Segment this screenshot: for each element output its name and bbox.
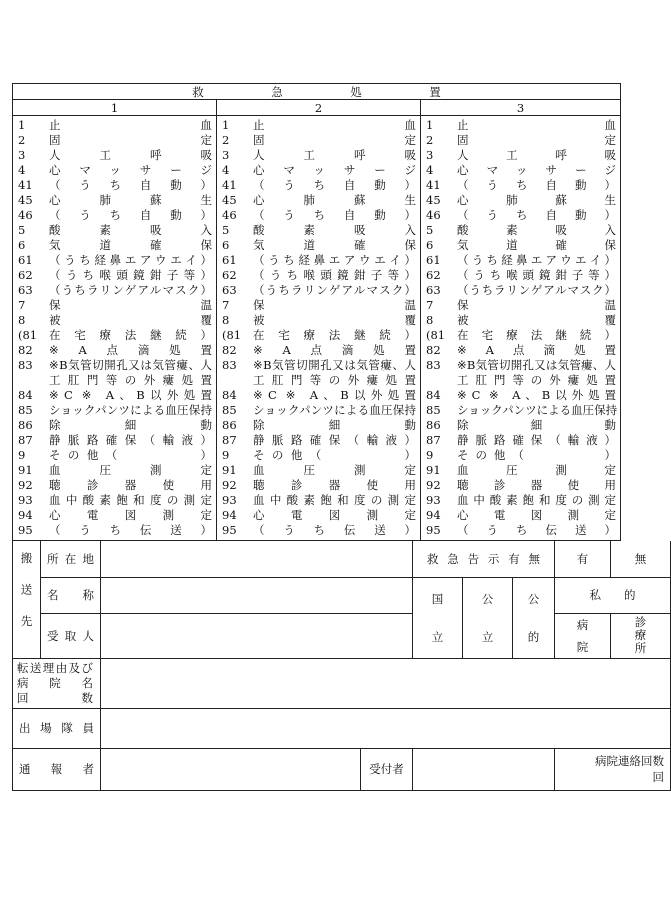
- treatment-item-label: 血圧測定: [49, 463, 212, 477]
- emergency-notice-label: 救急告示有無: [413, 541, 555, 577]
- first-aid-form: [12, 83, 665, 791]
- treatment-item-number: 84: [18, 388, 33, 402]
- clinic-option[interactable]: 診療所: [611, 613, 671, 658]
- treatment-item-number: 46: [222, 208, 237, 222]
- treatment-item-label: 在宅療法継続）: [457, 328, 617, 342]
- treatment-item[interactable]: [426, 388, 616, 403]
- treatment-item-label: 血中酸素飽和度の測定: [457, 493, 617, 507]
- treatment-item[interactable]: [18, 328, 212, 343]
- treatment-item[interactable]: [426, 508, 616, 523]
- item-column-1: [13, 116, 217, 541]
- treatment-item-label: 人工呼吸: [457, 148, 617, 162]
- treatment-item-number: 45: [222, 193, 237, 207]
- treatment-item-number: 61: [18, 253, 33, 267]
- treatment-item-label: 静脈路確保（輸液）: [49, 433, 212, 447]
- transfer-reason-label: [13, 658, 101, 708]
- treatment-item-label: その他（ ）: [253, 448, 416, 462]
- treatment-item-label: 聴診器使用: [49, 478, 212, 492]
- treatment-item-label: ※B気管切開孔又は気管瘻、人工肛門等の外瘻処置: [49, 358, 212, 387]
- treatment-item-label: ショックパンツによる血圧保持: [457, 403, 618, 417]
- treatment-item[interactable]: [222, 523, 416, 538]
- treatment-item[interactable]: [426, 343, 616, 358]
- treatment-item-number: 83: [18, 358, 33, 372]
- column-header-2: 2: [217, 100, 421, 116]
- treatment-item-label: （うち経鼻エアウエイ）: [253, 253, 416, 267]
- treatment-item[interactable]: [18, 223, 212, 238]
- treatment-item-number: 92: [426, 478, 441, 492]
- treatment-item-number: 41: [222, 178, 237, 192]
- treatment-item-number: 9: [222, 448, 230, 462]
- treatment-item-number: 93: [222, 493, 237, 507]
- treatment-item-label: 血中酸素飽和度の測定: [49, 493, 212, 507]
- treatment-item-label: ※C ※ A、B以外処置: [253, 388, 416, 402]
- treatment-item-label: ※C ※ A、B以外処置: [457, 388, 617, 402]
- treatment-item-label: （うち自動）: [49, 208, 212, 222]
- treatment-item[interactable]: [222, 163, 416, 178]
- treatment-item[interactable]: [426, 523, 616, 538]
- treatment-item-label: ※B気管切開孔又は気管瘻、人工肛門等の外瘻処置: [457, 358, 617, 387]
- treatment-item-number: 6: [222, 238, 230, 252]
- treatment-item-number: 4: [18, 163, 26, 177]
- treatment-item[interactable]: [18, 253, 212, 268]
- treatment-item-number: 3: [222, 148, 230, 162]
- treatment-item-label: （うち経鼻エアウエイ）: [457, 253, 617, 267]
- treatment-item[interactable]: [426, 238, 616, 253]
- treatment-item-number: (81: [426, 328, 446, 342]
- receptionist-label: 受付者: [361, 748, 413, 790]
- treatment-item-label: 気道確保: [457, 238, 617, 252]
- treatment-item-label: （うち喉頭鏡鉗子等）: [49, 268, 212, 282]
- treatment-item-number: 5: [222, 223, 230, 237]
- treatment-item-label: （うち喉頭鏡鉗子等）: [457, 268, 617, 282]
- treatment-item-number: 87: [18, 433, 33, 447]
- reporter-field[interactable]: [101, 748, 361, 790]
- treatment-item-label: 血圧測定: [253, 463, 416, 477]
- treatment-item-number: 91: [222, 463, 237, 477]
- treatment-item-number: 82: [222, 343, 237, 357]
- form-title: 救 急 処 置: [13, 84, 621, 100]
- treatment-item[interactable]: [18, 118, 212, 133]
- treatment-item[interactable]: [222, 283, 416, 298]
- treatment-item[interactable]: [222, 268, 416, 283]
- treatment-item[interactable]: [18, 298, 212, 313]
- treatment-item[interactable]: [426, 328, 616, 343]
- treatment-item[interactable]: [222, 433, 416, 448]
- treatment-item[interactable]: [426, 208, 616, 223]
- treatment-item[interactable]: [222, 178, 416, 193]
- column-header-1: 1: [13, 100, 217, 116]
- treatment-item-label: 気道確保: [49, 238, 212, 252]
- treatment-item[interactable]: [426, 433, 616, 448]
- treatment-item-label: 保温: [457, 298, 617, 312]
- treatment-item[interactable]: [426, 253, 616, 268]
- receiver-field[interactable]: [101, 613, 413, 658]
- treatment-item-label: 人工呼吸: [253, 148, 416, 162]
- treatment-item[interactable]: [222, 493, 416, 508]
- treatment-item-number: 62: [18, 268, 33, 282]
- treatment-item-label: ショックパンツによる血圧保持: [49, 403, 212, 417]
- treatment-item-number: 46: [18, 208, 33, 222]
- treatment-item-label: （うち自動）: [253, 208, 416, 222]
- treatment-item[interactable]: [18, 313, 212, 328]
- treatment-item[interactable]: [222, 328, 416, 343]
- treatment-item-number: 84: [222, 388, 237, 402]
- treatment-item[interactable]: [18, 208, 212, 223]
- treatment-item-label: 固定: [457, 133, 617, 147]
- treatment-item-label: 被覆: [457, 313, 617, 327]
- treatment-item[interactable]: [18, 238, 212, 253]
- treatment-item[interactable]: [222, 388, 416, 403]
- treatment-item-number: 95: [426, 523, 441, 537]
- treatment-item[interactable]: [426, 163, 616, 178]
- treatment-item-label: 被覆: [253, 313, 416, 327]
- treatment-item-label: 心肺蘇生: [49, 193, 212, 207]
- receptionist-field[interactable]: [413, 748, 555, 790]
- treatment-item-label: 心電図測定: [253, 508, 416, 522]
- treatment-item[interactable]: [18, 403, 212, 418]
- treatment-item-label: （うち伝送）: [253, 523, 416, 537]
- treatment-item-number: 93: [18, 493, 33, 507]
- treatment-item[interactable]: [18, 268, 212, 283]
- treatment-item[interactable]: [222, 418, 416, 433]
- treatment-item-number: 61: [222, 253, 237, 267]
- treatment-item[interactable]: [222, 478, 416, 493]
- treatment-item-number: 3: [426, 148, 434, 162]
- treatment-item-label: （うち伝送）: [49, 523, 212, 537]
- treatment-item-number: 9: [18, 448, 26, 462]
- treatment-item-label: 除細動: [457, 418, 617, 432]
- treatment-item-label: その他（ ）: [457, 448, 617, 462]
- treatment-item[interactable]: [18, 388, 212, 403]
- treatment-item[interactable]: [18, 523, 212, 538]
- treatment-item-number: 2: [18, 133, 26, 147]
- treatment-item-label: ※B気管切開孔又は気管瘻、人工肛門等の外瘻処置: [253, 358, 416, 387]
- transport-table: [12, 541, 671, 791]
- treatment-item-label: ※A点滴処置: [253, 343, 416, 357]
- treatment-item-label: （うちラリンゲアルマスク）: [457, 283, 617, 297]
- treatment-item-number: 6: [18, 238, 26, 252]
- treatment-item-label: 心電図測定: [457, 508, 617, 522]
- treatment-item-number: 7: [426, 298, 434, 312]
- treatment-item-number: 63: [222, 283, 237, 297]
- treatment-item-number: 87: [222, 433, 237, 447]
- item-column-2: [217, 116, 421, 541]
- treatment-item-label: （うち伝送）: [457, 523, 617, 537]
- treatment-item-number: 41: [426, 178, 441, 192]
- treatment-item-number: 9: [426, 448, 434, 462]
- treatment-item[interactable]: [222, 148, 416, 163]
- treatment-item-label: 止血: [457, 118, 617, 132]
- treatment-item[interactable]: [426, 313, 616, 328]
- treatment-item-number: 82: [426, 343, 441, 357]
- treatment-item-label: 心マッサージ: [457, 163, 617, 177]
- treatment-item-number: 62: [426, 268, 441, 282]
- transport-destination-label: [13, 541, 41, 658]
- treatment-item-label: （うち自動）: [457, 208, 617, 222]
- treatment-item-label: 在宅療法継続）: [49, 328, 212, 342]
- treatment-item-label: （うち自動）: [457, 178, 617, 192]
- treatment-item[interactable]: [426, 193, 616, 208]
- treatment-item-label: 固定: [49, 133, 212, 147]
- treatment-item[interactable]: [18, 283, 212, 298]
- public-option[interactable]: 公 立: [463, 577, 513, 658]
- treatment-item[interactable]: [18, 193, 212, 208]
- notice-yes-option[interactable]: 有: [555, 541, 611, 577]
- treatment-item[interactable]: [426, 493, 616, 508]
- treatment-item[interactable]: [426, 463, 616, 478]
- treatment-item-number: 7: [18, 298, 26, 312]
- treatment-item-number: 87: [426, 433, 441, 447]
- treatment-item-number: (81: [222, 328, 242, 342]
- treatment-item-label: 気道確保: [253, 238, 416, 252]
- name-label: 名称: [41, 577, 101, 613]
- treatment-item-number: 63: [18, 283, 33, 297]
- treatment-item-label: 被覆: [49, 313, 212, 327]
- treatment-item[interactable]: [426, 403, 616, 418]
- treatment-item[interactable]: [18, 178, 212, 193]
- treatment-item-number: 2: [222, 133, 230, 147]
- treatment-item-label: 保温: [49, 298, 212, 312]
- treatment-item-label: 心肺蘇生: [253, 193, 416, 207]
- team-label: 出場隊員: [13, 708, 101, 748]
- location-label: 所在地: [41, 541, 101, 577]
- treatment-item[interactable]: [18, 133, 212, 148]
- treatment-item-label: 心肺蘇生: [457, 193, 617, 207]
- treatment-item-number: 95: [18, 523, 33, 537]
- treatment-item[interactable]: [18, 508, 212, 523]
- first-aid-table: [12, 83, 621, 541]
- treatment-item-label: 心マッサージ: [49, 163, 212, 177]
- treatment-item[interactable]: [222, 358, 416, 388]
- treatment-item-label: ※C ※ A、B以外処置: [49, 388, 212, 402]
- national-option[interactable]: 国 立: [413, 577, 463, 658]
- treatment-item-label: 血中酸素飽和度の測定: [253, 493, 416, 507]
- treatment-item-number: 61: [426, 253, 441, 267]
- treatment-item-number: 91: [18, 463, 33, 477]
- treatment-item[interactable]: [426, 133, 616, 148]
- treatment-item[interactable]: [222, 403, 416, 418]
- treatment-item[interactable]: [18, 463, 212, 478]
- treatment-item-number: 1: [426, 118, 434, 132]
- treatment-item-label: 酸素吸入: [457, 223, 617, 237]
- treatment-item-number: (81: [18, 328, 38, 342]
- treatment-item-number: 5: [426, 223, 434, 237]
- treatment-item-label: （うち自動）: [253, 178, 416, 192]
- treatment-item[interactable]: [222, 193, 416, 208]
- treatment-item-number: 63: [426, 283, 441, 297]
- treatment-item-label: 聴診器使用: [457, 478, 617, 492]
- treatment-item-number: 1: [18, 118, 26, 132]
- treatment-item[interactable]: [426, 268, 616, 283]
- treatment-item-label: ショックパンツによる血圧保持: [253, 403, 416, 417]
- notice-no-option[interactable]: 無: [611, 541, 671, 577]
- treatment-item-number: 5: [18, 223, 26, 237]
- treatment-item[interactable]: [18, 148, 212, 163]
- treatment-item[interactable]: [18, 433, 212, 448]
- treatment-item[interactable]: [18, 358, 212, 388]
- transfer-reason-field[interactable]: [101, 658, 671, 708]
- treatment-item-label: 酸素吸入: [253, 223, 416, 237]
- treatment-item-number: 82: [18, 343, 33, 357]
- location-field[interactable]: [101, 541, 413, 577]
- treatment-item[interactable]: [426, 478, 616, 493]
- treatment-item-number: 46: [426, 208, 441, 222]
- transfer-reason-text: 転送理由及び病院名: [17, 660, 93, 690]
- treatment-item-number: 94: [18, 508, 33, 522]
- treatment-item[interactable]: [18, 343, 212, 358]
- treatment-item[interactable]: [222, 298, 416, 313]
- treatment-item-number: 3: [18, 148, 26, 162]
- treatment-item[interactable]: [426, 418, 616, 433]
- treatment-item-number: 94: [222, 508, 237, 522]
- treatment-item-number: 8: [18, 313, 26, 327]
- treatment-item[interactable]: [426, 283, 616, 298]
- treatment-item[interactable]: [222, 313, 416, 328]
- treatment-item[interactable]: [426, 148, 616, 163]
- treatment-item-number: 8: [222, 313, 230, 327]
- treatment-item-number: 84: [426, 388, 441, 402]
- treatment-item[interactable]: [426, 358, 616, 388]
- public-corp-option[interactable]: 公 的: [513, 577, 555, 658]
- treatment-item-number: 45: [18, 193, 33, 207]
- treatment-item[interactable]: [222, 133, 416, 148]
- treatment-item[interactable]: [426, 298, 616, 313]
- reporter-label: 通報者: [13, 748, 101, 790]
- treatment-item-label: 心マッサージ: [253, 163, 416, 177]
- hospital-option[interactable]: 病院: [555, 613, 611, 658]
- treatment-item[interactable]: [426, 223, 616, 238]
- private-header: 私 的: [555, 577, 671, 613]
- treatment-item-label: 保温: [253, 298, 416, 312]
- treatment-item-label: 人工呼吸: [49, 148, 212, 162]
- treatment-item[interactable]: [18, 493, 212, 508]
- treatment-item-label: （うち喉頭鏡鉗子等）: [253, 268, 416, 282]
- treatment-item-label: 除細動: [49, 418, 212, 432]
- count-label: 回数: [17, 690, 93, 705]
- treatment-item-label: 止血: [49, 118, 212, 132]
- treatment-item-number: 85: [222, 403, 237, 417]
- treatment-item[interactable]: [426, 448, 616, 463]
- treatment-item[interactable]: [18, 478, 212, 493]
- treatment-item[interactable]: [18, 448, 212, 463]
- treatment-item-label: 除細動: [253, 418, 416, 432]
- receiver-label: 受取人: [41, 613, 101, 658]
- treatment-item-number: 92: [18, 478, 33, 492]
- treatment-item[interactable]: [222, 448, 416, 463]
- treatment-item[interactable]: [222, 118, 416, 133]
- treatment-item-number: 86: [18, 418, 33, 432]
- treatment-item[interactable]: [222, 208, 416, 223]
- treatment-item-label: 心電図測定: [49, 508, 212, 522]
- treatment-item-number: 86: [426, 418, 441, 432]
- treatment-item-number: 62: [222, 268, 237, 282]
- item-column-3: [421, 116, 621, 541]
- treatment-item-number: 6: [426, 238, 434, 252]
- treatment-item[interactable]: [222, 238, 416, 253]
- treatment-item-label: ※A点滴処置: [457, 343, 617, 357]
- treatment-item-label: （うち経鼻エアウエイ）: [49, 253, 212, 267]
- team-field[interactable]: [101, 708, 671, 748]
- treatment-item-label: （うちラリンゲアルマスク）: [49, 283, 212, 297]
- treatment-item[interactable]: [426, 178, 616, 193]
- treatment-item-number: 95: [222, 523, 237, 537]
- treatment-item-number: 83: [222, 358, 237, 372]
- treatment-item-number: 83: [426, 358, 441, 372]
- treatment-item-label: その他（ ）: [49, 448, 212, 462]
- times-unit: 回: [652, 770, 665, 784]
- treatment-item-number: 93: [426, 493, 441, 507]
- treatment-item-number: 45: [426, 193, 441, 207]
- treatment-item-label: 酸素吸入: [49, 223, 212, 237]
- hospital-contact-count[interactable]: [555, 748, 671, 790]
- transport-destination-text: 搬送先: [19, 552, 34, 647]
- treatment-item-number: 41: [18, 178, 33, 192]
- treatment-item[interactable]: [18, 163, 212, 178]
- treatment-item[interactable]: [222, 463, 416, 478]
- hospital-contact-label: 病院連絡回数: [595, 754, 665, 768]
- treatment-item-label: ※A点滴処置: [49, 343, 212, 357]
- treatment-item-number: 94: [426, 508, 441, 522]
- treatment-item-label: 固定: [253, 133, 416, 147]
- treatment-item-label: （うちラリンゲアルマスク）: [253, 283, 416, 297]
- column-header-3: 3: [421, 100, 621, 116]
- treatment-item[interactable]: [222, 343, 416, 358]
- treatment-item-number: 86: [222, 418, 237, 432]
- treatment-item-label: 止血: [253, 118, 416, 132]
- treatment-item-number: 85: [426, 403, 441, 417]
- treatment-item-number: 92: [222, 478, 237, 492]
- treatment-item-number: 4: [222, 163, 230, 177]
- treatment-item-number: 4: [426, 163, 434, 177]
- treatment-item-number: 2: [426, 133, 434, 147]
- treatment-item-number: 85: [18, 403, 33, 417]
- treatment-item[interactable]: [222, 223, 416, 238]
- treatment-item-number: 8: [426, 313, 434, 327]
- treatment-item[interactable]: [222, 508, 416, 523]
- treatment-item[interactable]: [426, 118, 616, 133]
- treatment-item-label: 在宅療法継続）: [253, 328, 416, 342]
- treatment-item-label: 聴診器使用: [253, 478, 416, 492]
- treatment-item[interactable]: [18, 418, 212, 433]
- name-field[interactable]: [101, 577, 413, 613]
- treatment-item-label: 静脈路確保（輸液）: [253, 433, 416, 447]
- treatment-item-label: 静脈路確保（輸液）: [457, 433, 617, 447]
- treatment-item-number: 7: [222, 298, 230, 312]
- treatment-item-number: 1: [222, 118, 230, 132]
- treatment-item-label: （うち自動）: [49, 178, 212, 192]
- treatment-item-number: 91: [426, 463, 441, 477]
- treatment-item-label: 血圧測定: [457, 463, 617, 477]
- treatment-item[interactable]: [222, 253, 416, 268]
